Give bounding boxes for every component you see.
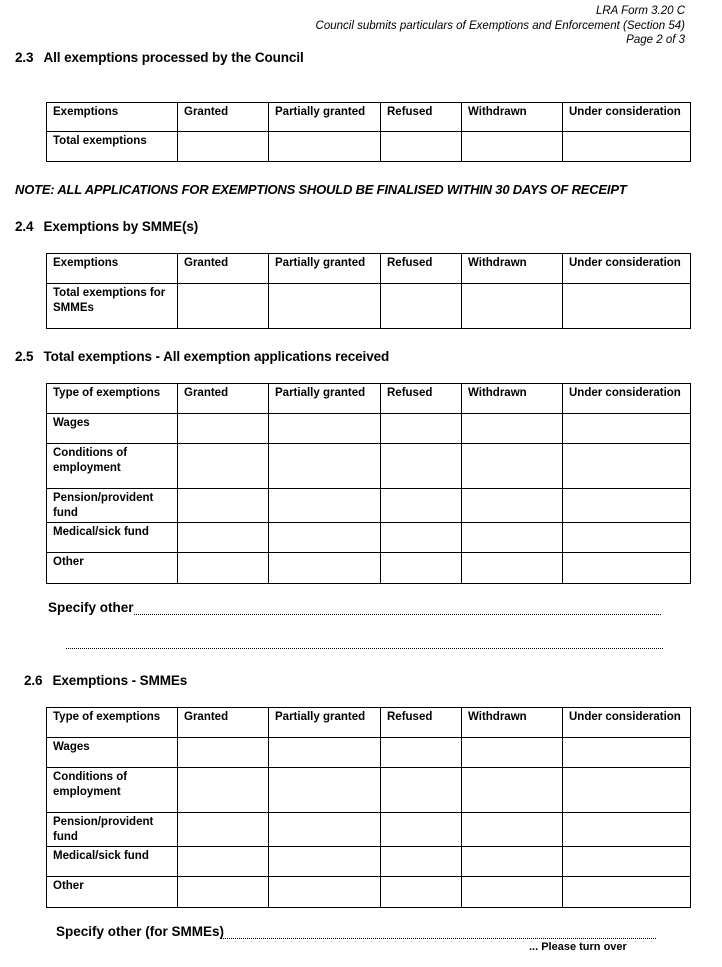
table-row bbox=[47, 414, 691, 444]
table-row bbox=[47, 738, 691, 768]
entry-cell[interactable] bbox=[462, 847, 563, 877]
entry-cell[interactable] bbox=[269, 813, 381, 847]
row-label: Conditions of employment bbox=[47, 768, 178, 813]
column-header: Refused bbox=[381, 103, 462, 132]
section-2-6-heading bbox=[24, 673, 187, 688]
entry-cell[interactable] bbox=[269, 414, 381, 444]
entry-cell[interactable] bbox=[563, 489, 691, 523]
page-number: Page 2 of 3 bbox=[626, 34, 685, 46]
entry-cell[interactable] bbox=[178, 813, 269, 847]
entry-cell[interactable] bbox=[178, 523, 269, 553]
first-column-header: Exemptions bbox=[47, 254, 178, 284]
entry-cell[interactable] bbox=[269, 132, 381, 162]
entry-cell[interactable] bbox=[381, 132, 462, 162]
entry-cell[interactable] bbox=[381, 738, 462, 768]
table-row bbox=[47, 877, 691, 908]
entry-cell[interactable] bbox=[563, 523, 691, 553]
header-row bbox=[47, 103, 691, 132]
entry-cell[interactable] bbox=[269, 768, 381, 813]
section-title: Exemptions by SMME(s) bbox=[43, 219, 199, 234]
column-header: Refused bbox=[381, 254, 462, 284]
column-header: Granted bbox=[178, 708, 269, 738]
entry-cell[interactable] bbox=[563, 414, 691, 444]
first-column-header: Exemptions bbox=[47, 103, 178, 132]
entry-cell[interactable] bbox=[381, 523, 462, 553]
section-number: 2.4 bbox=[15, 219, 34, 234]
entry-cell[interactable] bbox=[269, 553, 381, 584]
form-header bbox=[316, 4, 685, 48]
entry-cell[interactable] bbox=[563, 553, 691, 584]
entry-cell[interactable] bbox=[269, 523, 381, 553]
table-row bbox=[47, 523, 691, 553]
header-row bbox=[47, 384, 691, 414]
table-row bbox=[47, 553, 691, 584]
column-header: Partially granted bbox=[269, 708, 381, 738]
entry-cell[interactable] bbox=[462, 444, 563, 489]
column-header: Withdrawn bbox=[462, 708, 563, 738]
entry-cell[interactable] bbox=[269, 877, 381, 908]
row-label: Medical/sick fund bbox=[47, 523, 178, 553]
header-row bbox=[47, 708, 691, 738]
row-label: Pension/provident fund bbox=[47, 489, 178, 523]
table-2-6 bbox=[46, 707, 691, 908]
specify-other-line[interactable] bbox=[134, 614, 661, 615]
entry-cell[interactable] bbox=[178, 553, 269, 584]
entry-cell[interactable] bbox=[381, 553, 462, 584]
table-row bbox=[47, 768, 691, 813]
column-header: Partially granted bbox=[269, 103, 381, 132]
note-text: NOTE: ALL APPLICATIONS FOR EXEMPTIONS SHOULD BE FINALISED WITHIN 30 DAYS OF RECEIPT bbox=[15, 182, 627, 197]
specify-other-line-2[interactable] bbox=[66, 648, 663, 649]
table-2-5 bbox=[46, 383, 691, 584]
entry-cell[interactable] bbox=[462, 813, 563, 847]
table-row bbox=[47, 444, 691, 489]
entry-cell[interactable] bbox=[462, 489, 563, 523]
row-label: Other bbox=[47, 877, 178, 908]
entry-cell[interactable] bbox=[462, 284, 563, 329]
entry-cell[interactable] bbox=[269, 489, 381, 523]
specify-other-label: Specify other bbox=[48, 600, 134, 615]
row-label: Wages bbox=[47, 738, 178, 768]
header-row bbox=[47, 254, 691, 284]
entry-cell[interactable] bbox=[381, 444, 462, 489]
entry-cell[interactable] bbox=[381, 284, 462, 329]
row-label: Other bbox=[47, 553, 178, 584]
column-header: Under consideration bbox=[563, 254, 691, 284]
section-title: All exemptions processed by the Council bbox=[43, 50, 304, 65]
form-number: LRA Form 3.20 C bbox=[595, 5, 685, 17]
first-column-header: Type of exemptions bbox=[47, 708, 178, 738]
table-row bbox=[47, 132, 691, 162]
row-label: Total exemptions for SMMEs bbox=[47, 284, 178, 329]
table-2-4 bbox=[46, 253, 691, 329]
entry-cell[interactable] bbox=[381, 768, 462, 813]
row-label: Medical/sick fund bbox=[47, 847, 178, 877]
please-turn-over: ... Please turn over bbox=[529, 941, 627, 953]
column-header: Under consideration bbox=[563, 384, 691, 414]
row-label: Wages bbox=[47, 414, 178, 444]
table-row bbox=[47, 813, 691, 847]
specify-other-smmes-line[interactable] bbox=[220, 938, 656, 939]
entry-cell[interactable] bbox=[462, 132, 563, 162]
entry-cell[interactable] bbox=[462, 523, 563, 553]
section-2-5-heading bbox=[15, 349, 389, 364]
section-title: Total exemptions - All exemption applications received bbox=[43, 349, 390, 364]
row-label: Total exemptions bbox=[47, 132, 178, 162]
section-title: Exemptions - SMMEs bbox=[52, 673, 188, 688]
column-header: Partially granted bbox=[269, 254, 381, 284]
entry-cell[interactable] bbox=[462, 768, 563, 813]
column-header: Withdrawn bbox=[462, 254, 563, 284]
entry-cell[interactable] bbox=[381, 813, 462, 847]
entry-cell[interactable] bbox=[563, 444, 691, 489]
entry-cell[interactable] bbox=[178, 414, 269, 444]
entry-cell[interactable] bbox=[563, 284, 691, 329]
entry-cell[interactable] bbox=[178, 132, 269, 162]
column-header: Refused bbox=[381, 708, 462, 738]
entry-cell[interactable] bbox=[381, 414, 462, 444]
entry-cell[interactable] bbox=[563, 738, 691, 768]
row-label: Pension/provident fund bbox=[47, 813, 178, 847]
entry-cell[interactable] bbox=[269, 738, 381, 768]
entry-cell[interactable] bbox=[563, 813, 691, 847]
specify-other-smmes-label: Specify other (for SMMEs) bbox=[56, 924, 225, 939]
column-header: Granted bbox=[178, 254, 269, 284]
table-2-3 bbox=[46, 102, 691, 162]
entry-cell[interactable] bbox=[178, 284, 269, 329]
entry-cell[interactable] bbox=[462, 553, 563, 584]
column-header: Under consideration bbox=[563, 103, 691, 132]
row-label: Conditions of employment bbox=[47, 444, 178, 489]
section-2-3-heading bbox=[15, 50, 304, 65]
entry-cell[interactable] bbox=[269, 444, 381, 489]
entry-cell[interactable] bbox=[178, 768, 269, 813]
entry-cell[interactable] bbox=[178, 444, 269, 489]
entry-cell[interactable] bbox=[381, 847, 462, 877]
column-header: Withdrawn bbox=[462, 103, 563, 132]
entry-cell[interactable] bbox=[563, 847, 691, 877]
entry-cell[interactable] bbox=[381, 489, 462, 523]
section-number: 2.3 bbox=[15, 50, 34, 65]
entry-cell[interactable] bbox=[563, 877, 691, 908]
column-header: Withdrawn bbox=[462, 384, 563, 414]
entry-cell[interactable] bbox=[462, 738, 563, 768]
first-column-header: Type of exemptions bbox=[47, 384, 178, 414]
entry-cell[interactable] bbox=[178, 489, 269, 523]
section-number: 2.5 bbox=[15, 349, 34, 364]
entry-cell[interactable] bbox=[563, 768, 691, 813]
entry-cell[interactable] bbox=[269, 847, 381, 877]
column-header: Granted bbox=[178, 103, 269, 132]
table-row bbox=[47, 489, 691, 523]
section-2-4-heading bbox=[15, 219, 198, 234]
entry-cell[interactable] bbox=[269, 284, 381, 329]
entry-cell[interactable] bbox=[563, 132, 691, 162]
column-header: Refused bbox=[381, 384, 462, 414]
entry-cell[interactable] bbox=[462, 877, 563, 908]
table-row bbox=[47, 284, 691, 329]
entry-cell[interactable] bbox=[178, 738, 269, 768]
form-subtitle: Council submits particulars of Exemptions and Enforcement (Section 54) bbox=[315, 19, 685, 32]
column-header: Partially granted bbox=[269, 384, 381, 414]
column-header: Granted bbox=[178, 384, 269, 414]
entry-cell[interactable] bbox=[462, 414, 563, 444]
entry-cell[interactable] bbox=[178, 877, 269, 908]
entry-cell[interactable] bbox=[178, 847, 269, 877]
section-number: 2.6 bbox=[24, 673, 43, 688]
entry-cell[interactable] bbox=[381, 877, 462, 908]
column-header: Under consideration bbox=[563, 708, 691, 738]
table-row bbox=[47, 847, 691, 877]
